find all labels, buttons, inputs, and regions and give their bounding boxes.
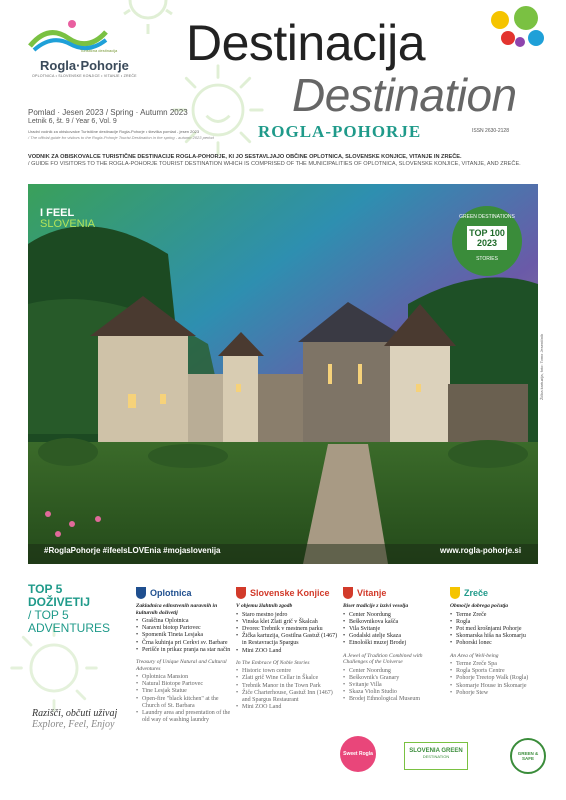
- column-title: Oplotnica: [150, 588, 192, 598]
- brand-wave-icon: [28, 18, 108, 52]
- sweet-rogla-logo: [340, 736, 376, 772]
- i-feel-slovenia-logo: [40, 208, 95, 230]
- slogan: [32, 708, 117, 730]
- list-item: • Rogla Sports Centre: [450, 668, 550, 675]
- hashtags: #RoglaPohorje #ifeelsLOVEnia #mojaslovenija: [44, 546, 221, 555]
- list-item: • Oplotnica Mansion: [136, 674, 232, 681]
- list-item: • Dvorec Trebnik v mestnem parku: [236, 626, 340, 633]
- list-item: • Perišče in prikaz pranja na star način: [136, 647, 232, 654]
- guide-description: [28, 154, 538, 168]
- list-item: • Svitanje Villa: [343, 682, 446, 689]
- column-subtitle-si: V objemu žlahtnih zgodb: [236, 603, 293, 609]
- konjice-crest-icon: [236, 587, 246, 599]
- list-item: • Tine Lesjak Statue: [136, 688, 232, 695]
- list-item: • Center Noordung: [343, 668, 446, 675]
- list-item: • Rogla: [450, 619, 550, 626]
- list-item: • Center Noordung: [343, 612, 446, 619]
- sweet-rogla-text: Sweet Rogla: [343, 751, 373, 757]
- oplotnica-crest-icon: [136, 587, 146, 599]
- column-subtitle-si: Območje dobrega počutja: [450, 603, 509, 609]
- list-item: • Skaza Violin Studio: [343, 689, 446, 696]
- column-zrece: [450, 587, 550, 697]
- issue-note-en: / The official guide for visitors to the Rogla-Pohorje Tourist Destination in the spring - autumn 2023 period: [28, 135, 214, 140]
- slovenia-green-logo: [404, 742, 468, 770]
- column-header: [136, 587, 232, 599]
- list-item: • Spomenik Tineta Lesjaka: [136, 632, 232, 639]
- top5-heading: [28, 583, 110, 635]
- slogan-line1: Razišči,: [32, 708, 64, 719]
- brand-name: Rogla·Pohorje: [40, 58, 129, 73]
- slogan-line4: Explore,: [32, 719, 66, 730]
- list-si: [136, 618, 232, 654]
- list-item: • Žička kartuzija, Gostilna Gastuž (1467) in Restavracija Spargus: [236, 633, 340, 647]
- badge-top100-label: TOP 100: [469, 228, 505, 238]
- slogan-line2: občuti: [65, 708, 91, 719]
- top5-line4: ADVENTURES: [28, 621, 111, 635]
- list-item: • Pot med krošnjami Pohorje: [450, 626, 550, 633]
- list-item: • Mini ZOO Land: [236, 648, 340, 655]
- brand-municipalities: OPLOTNICA • SLOVENSKE KONJICE • VITANJE • ZREČE: [32, 74, 137, 78]
- column-subtitle-en: A Jewel of Tradition Combined with Challenges of the Universe: [343, 652, 423, 666]
- list-en: [136, 674, 232, 724]
- list-item: • Skomarje House in Skomarje: [450, 683, 550, 690]
- column-header: [450, 587, 550, 599]
- list-item: • Godalski atelje Skaza: [343, 633, 446, 640]
- list-item: • Brodej Ethnological Museum: [343, 696, 446, 703]
- column-title: Zreče: [464, 588, 489, 598]
- column-vitanje: [343, 587, 446, 704]
- list-item: • Zlati grič Wine Cellar in Škalce: [236, 675, 340, 682]
- list-item: • Etnološki muzej Brodej: [343, 640, 446, 647]
- slovenia-green-subtext: DESTINATION: [422, 754, 450, 759]
- list-item: • Naravni biotop Partovec: [136, 625, 232, 632]
- masthead-region: ROGLA-POHORJE: [258, 122, 422, 141]
- column-header: [343, 587, 446, 599]
- guide-description-en: / GUIDE FO VISITORS TO THE ROGLA-POHORJE TOURIST DESTINATION WHICH IS COMPRISED OF THE MUNICIPALITIES OF OPLOTNICA, SLOVENSKE KONJICE, VITANJE, AND ZREČE.: [28, 161, 521, 167]
- list-si: [236, 612, 340, 655]
- badge-top-text: GREEN DESTINATIONS: [459, 214, 515, 220]
- column-title: Slovenske Konjice: [250, 588, 330, 598]
- zrece-crest-icon: [450, 587, 460, 599]
- top5-line3: / TOP 5: [28, 608, 69, 622]
- list-item: • Trebnik Manor in the Town Park: [236, 683, 340, 690]
- green-safe-logo: [510, 738, 546, 774]
- badge-top100: [467, 226, 507, 250]
- issue-note-si: Uradni vodnik za obiskovalce Turistične destinacije Rogla-Pohorje • številka pomlad - jesen 2023: [28, 129, 200, 134]
- list-item: • Beškovnik's Granary: [343, 675, 446, 682]
- list-item: • Terme Zreče Spa: [450, 661, 550, 668]
- list-item: • Vila Svitanje: [343, 626, 446, 633]
- photo-credit: Žička kartuzija, foto: Tomo Jeseničnik: [539, 333, 544, 400]
- list-item: • Mini ZOO Land: [236, 704, 340, 711]
- list-item: • Pohorje Stew: [450, 690, 550, 697]
- list-item: • Graščina Oplotnica: [136, 618, 232, 625]
- column-subtitle-en: An Area of Well-being: [450, 652, 499, 659]
- column-subtitle-en: In The Embrace Of Noble Stories: [236, 659, 310, 666]
- list-item: • Skomarska hiša na Skomarju: [450, 633, 550, 640]
- list-item: • Open-fire "black kitchen" at the Church of St. Barbara: [136, 696, 232, 710]
- list-item: • Natural Biotope Partovec: [136, 681, 232, 688]
- issn-number: ISSN 2630-2128: [472, 128, 509, 134]
- badge-year: 2023: [476, 238, 498, 248]
- list-item: • Pohorski lonec: [450, 640, 550, 647]
- list-item: • Beškovnikova kašča: [343, 619, 446, 626]
- column-oplotnica: [136, 587, 232, 724]
- vitanje-crest-icon: [343, 587, 353, 599]
- website-link[interactable]: www.rogla-pohorje.si: [440, 546, 522, 555]
- slogan-line5: Feel,: [68, 719, 89, 730]
- sun-doodle-corner: [118, 0, 178, 40]
- list-item: • Historic town centre: [236, 668, 340, 675]
- list-item: • Laundry area and presentation of the old way of washing laundry: [136, 710, 232, 724]
- brand-tagline: Turistična destinacija: [80, 48, 118, 53]
- slogan-line3: uživaj: [93, 708, 118, 719]
- column-subtitle-en: Treasury of Unique Natural and Cultural Adventures: [136, 659, 227, 672]
- issue-volume: Letnik 6, št. 9 / Year 6, Vol. 9: [28, 118, 117, 125]
- column-subtitle-si: Zakladnica edinstvenih naravnih in kulturnih doživetij: [136, 603, 218, 616]
- green-safe-text: GREEN & SAFE: [517, 751, 539, 761]
- top5-line2: DOŽIVETIJ: [28, 595, 91, 609]
- green-destinations-badge: [452, 206, 522, 276]
- list-item: • Staro mestno jedro: [236, 612, 340, 619]
- column-subtitle-si: Biser tradicije z izzivi vesolja: [343, 603, 409, 609]
- column-header: [236, 587, 340, 599]
- color-dots-logo: [478, 0, 548, 50]
- masthead-subtitle: Destination: [292, 69, 517, 121]
- slogan-line6: Enjoy: [91, 719, 115, 730]
- issue-season: Pomlad · Jesen 2023 / Spring · Autumn 2023: [28, 108, 188, 117]
- column-slovenske-konjice: [236, 587, 340, 711]
- guide-description-si: VODNIK ZA OBISKOVALCE TURISTIČNE DESTINACIJE ROGLA-POHORJE, KI JO SESTAVLJAJO OBČINE OPLOTNICA, SLOVENSKE KONJICE, VITANJE IN ZREČE.: [28, 154, 462, 160]
- list-item: • Terme Zreče: [450, 612, 550, 619]
- top5-line1: TOP 5: [28, 582, 63, 596]
- list-en: [343, 668, 446, 704]
- list-si: [450, 612, 550, 648]
- list-en: [236, 668, 340, 711]
- list-en: [450, 661, 550, 697]
- ifeel-line1: I FEEL: [40, 207, 75, 219]
- ifeel-line2: SLOVENIA: [40, 218, 96, 230]
- list-item: • Črna kuhinja pri Cerkvi sv. Barbare: [136, 640, 232, 647]
- list-item: • Vinska klet Zlati grič v Škalcah: [236, 619, 340, 626]
- column-title: Vitanje: [357, 588, 387, 598]
- masthead-title: Destinacija: [186, 15, 426, 71]
- list-item: • Žiče Charterhouse, Gastuž Inn (1467) and Spargus Restaurant: [236, 690, 340, 704]
- badge-bottom-text: STORIES: [476, 256, 498, 262]
- list-si: [343, 612, 446, 648]
- slovenia-green-text: SLOVENIA GREEN: [409, 748, 463, 754]
- list-item: • Pohorje Treetop Walk (Rogla): [450, 675, 550, 682]
